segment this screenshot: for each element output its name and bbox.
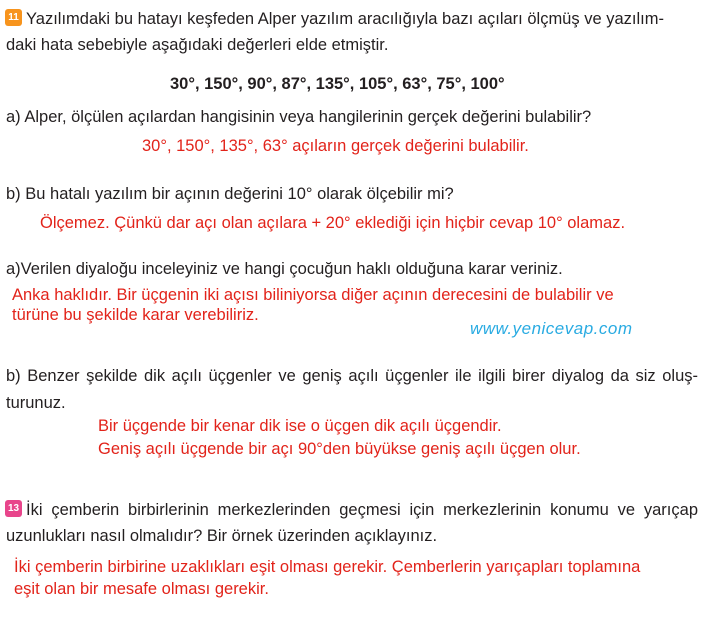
question-12b-answer-line1: Bir üçgende bir kenar dik ise o üçgen dik açılı üçgendir. <box>98 417 502 435</box>
question-13-number-badge: 13 <box>5 500 22 517</box>
question-11-text-line2: daki hata sebebiyle aşağıdaki değerleri elde etmiştir. <box>6 36 389 54</box>
question-12a-answer-line1: Anka haklıdır. Bir üçgenin iki açısı biliniyorsa diğer açının derecesini de bulabilir ve <box>12 286 614 304</box>
question-11-text-line1: Yazılımdaki bu hatayı keşfeden Alper yazılım aracılığıyla bazı açıları ölçmüş ve yazılım- <box>26 10 664 28</box>
question-13-text-line1: İki çemberin birbirlerinin merkezlerinden geçmesi için merkezlerinin konumu ve yarıçap <box>26 501 698 519</box>
question-11a-text: a) Alper, ölçülen açılardan hangisinin veya hangilerinin gerçek değerini bulabilir? <box>6 108 592 126</box>
question-11a-answer: 30°, 150°, 135°, 63° açıların gerçek değerini bulabilir. <box>142 137 529 155</box>
question-12a-text: a)Verilen diyaloğu inceleyiniz ve hangi çocuğun haklı olduğuna karar veriniz. <box>6 260 563 278</box>
question-11b-text: b) Bu hatalı yazılım bir açının değerini 10° olarak ölçebilir mi? <box>6 185 454 203</box>
measured-angle-values: 30°, 150°, 90°, 87°, 135°, 105°, 63°, 75°, 100° <box>170 75 505 93</box>
question-12b-answer-line2: Geniş açılı üçgende bir açı 90°den büyükse geniş açılı üçgen olur. <box>98 440 581 458</box>
question-12b-text-line1: b) Benzer şekilde dik açılı üçgenler ve geniş açılı üçgenler ile ilgili birer diyalog da siz oluş- <box>6 367 698 385</box>
question-11-number-badge: 11 <box>5 9 22 26</box>
watermark-text: www.yenicevap.com <box>470 319 633 338</box>
question-12b-text-line2: turunuz. <box>6 394 66 412</box>
question-13-text-line2: uzunlukları nasıl olmalıdır? Bir örnek üzerinden açıklayınız. <box>6 527 438 545</box>
question-11b-answer: Ölçemez. Çünkü dar açı olan açılara + 20° eklediği için hiçbir cevap 10° olamaz. <box>40 214 626 232</box>
question-13-answer-line2: eşit olan bir mesafe olması gerekir. <box>14 580 269 598</box>
question-13-answer-line1: İki çemberin birbirine uzaklıkları eşit olması gerekir. Çemberlerin yarıçapları toplamına <box>14 558 641 576</box>
question-12a-answer-line2: türüne bu şekilde karar verebiliriz. <box>12 306 259 324</box>
